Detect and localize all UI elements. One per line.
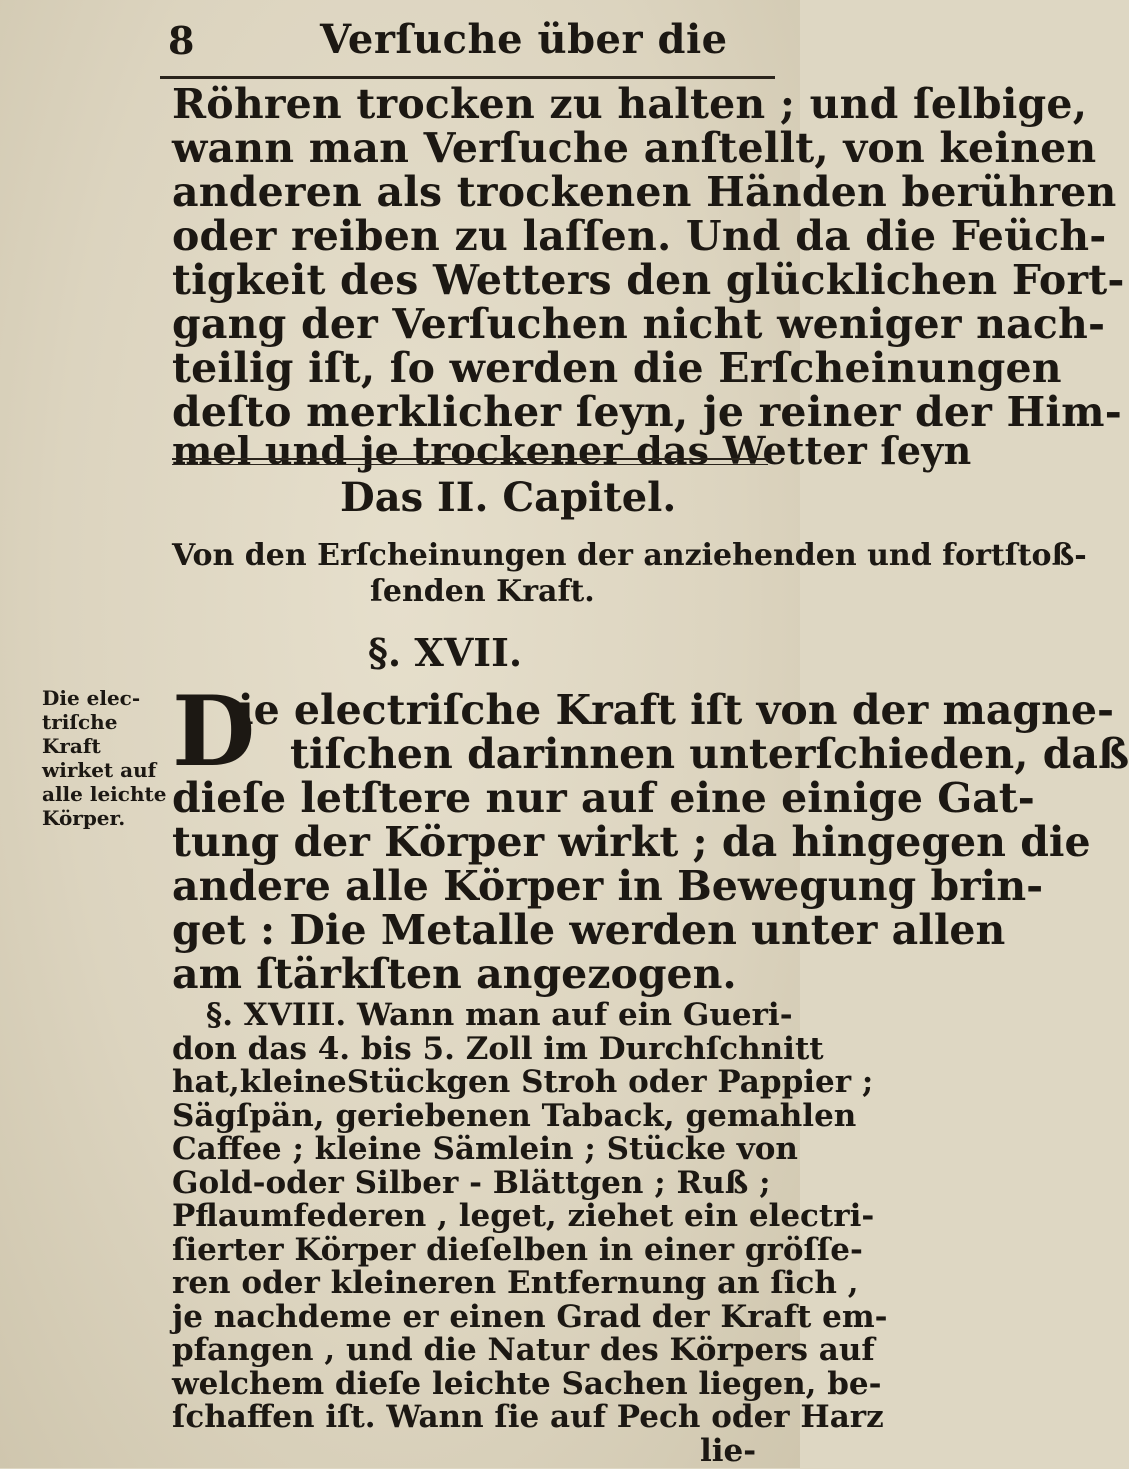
text-line: ſierter Körper dieſelben in einer gröſſe- [172, 1231, 863, 1268]
page-header [160, 14, 790, 74]
text-line: Caffee ; kleine Sämlein ; Stücke von [172, 1131, 798, 1167]
text-line: pfangen , und die Natur des Körpers auf [172, 1332, 875, 1368]
text-line: wann man Verſuche anſtellt, von keinen [172, 124, 1097, 172]
text-line: tung der Körper wirkt ; da hingegen die [172, 818, 1091, 866]
text-line: welchem dieſe leichte Sachen liegen, be- [172, 1365, 882, 1402]
page-number: 8 [168, 18, 195, 63]
text-line: anderen als trockenen Händen berühren [172, 168, 1117, 216]
text-line: §. XVIII. Wann man auf ein Gueri- [206, 997, 793, 1033]
text-line: andere alle Körper in Bewegung brin- [172, 862, 1044, 910]
margin-note-line: alle leichte [42, 782, 167, 806]
chapter-subtitle-line2: ſenden Kraft. [370, 574, 595, 609]
text-line: mel und je trockener das Wetter ſeyn [172, 428, 972, 473]
text-line: dieſe letſtere nur auf eine einige Gat- [172, 774, 1035, 822]
margin-note [42, 688, 170, 832]
section-17-title: §. XVII. [368, 630, 523, 675]
text-line: oder reiben zu laſſen. Und da die Feüch- [172, 212, 1107, 260]
text-line: am ſtärkſten angezogen. [172, 950, 737, 998]
text-line: Sägſpän, geriebenen Taback, gemahlen [172, 1097, 857, 1134]
margin-note-line: wirket auf [42, 758, 157, 782]
text-line: tiſchen darinnen unterſchieden, daß [290, 730, 1129, 778]
text-line: Gold-oder Silber - Blättgen ; Ruß ; [172, 1164, 771, 1201]
text-line: teilig iſt, ſo werden die Erſcheinungen [172, 344, 1062, 392]
text-line: Pflaumfederen , leget, ziehet ein electri- [172, 1198, 875, 1234]
margin-note-line: Die elec- [42, 686, 141, 710]
text-line: ren oder kleineren Entfernung an ſich , [172, 1265, 859, 1301]
chapter-title: Das II. Capitel. [340, 474, 677, 521]
text-line: Röhren trocken zu halten ; und ſelbige, [172, 80, 1088, 128]
text-line: don das 4. bis 5. Zoll im Durchſchnitt [172, 1030, 824, 1067]
text-line: tigkeit des Wetters den glücklichen Fort- [172, 256, 1125, 304]
drop-cap: D [172, 675, 256, 788]
text-line: deſto merklicher ſeyn, je reiner der Him- [172, 388, 1122, 436]
text-line: je nachdeme er einen Grad der Kraft em- [172, 1298, 888, 1335]
margin-note-line: Kraft [42, 734, 101, 758]
text-line: gang der Verſuchen nicht weniger nach- [172, 300, 1106, 348]
margin-note-line: Körper. [42, 806, 126, 830]
chapter-subtitle-line1: Von den Erſcheinungen der anziehenden und fortſtoß- [172, 538, 1087, 573]
text-line: get : Die Metalle werden unter allen [172, 906, 1006, 954]
header-rule [160, 76, 775, 79]
text-line: ſchaffen iſt. Wann ſie auf Pech oder Harz [172, 1399, 884, 1435]
catchword: lie- [700, 1432, 757, 1469]
text-line: ie electriſche Kraft iſt von der magne- [238, 686, 1115, 734]
running-title: Verſuche über die [320, 16, 728, 63]
text-line: hat,kleineStückgen Stroh oder Pappier ; [172, 1064, 874, 1100]
chapter-separator [172, 458, 768, 465]
margin-note-line: triſche [42, 710, 118, 734]
